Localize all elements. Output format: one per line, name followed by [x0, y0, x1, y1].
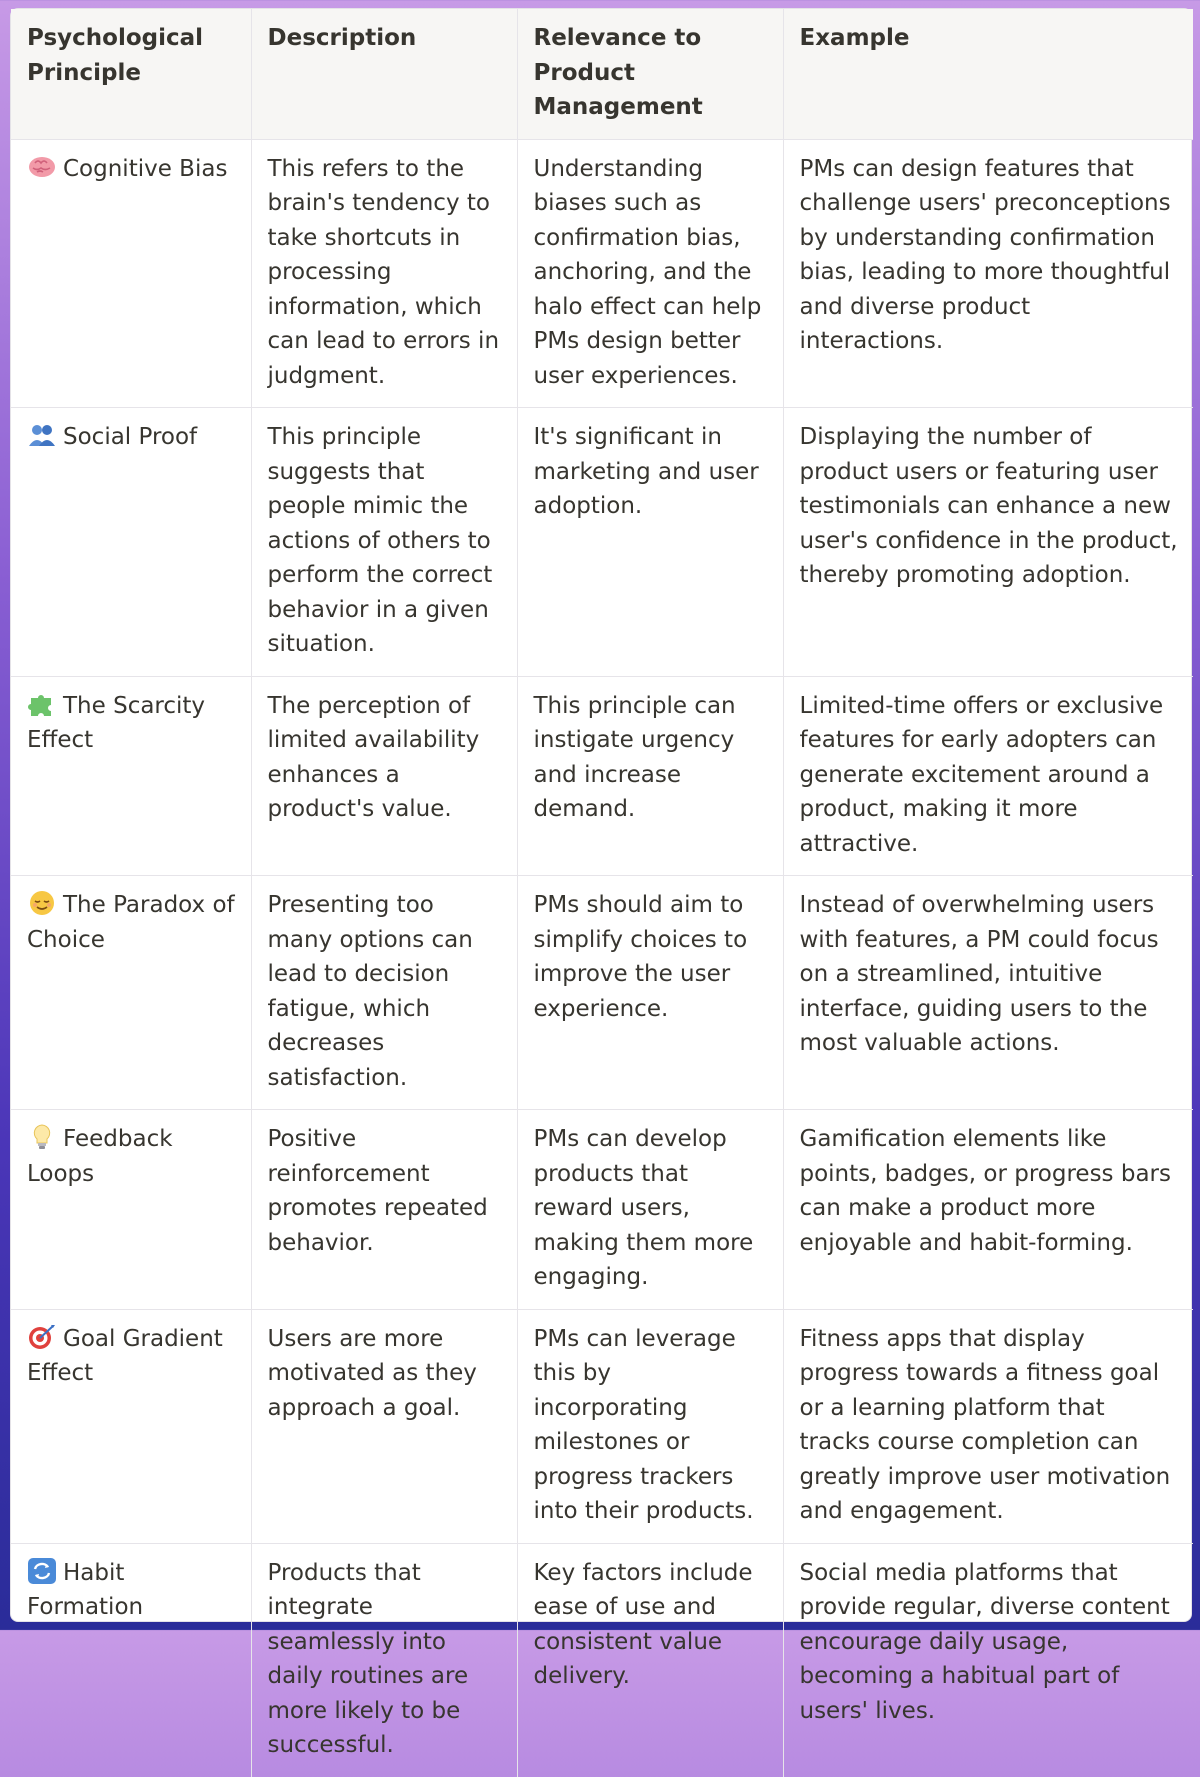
principle-cell — [11, 676, 251, 876]
header-example: Example — [783, 9, 1193, 139]
example-cell: PMs can design features that challenge users' preconceptions by understanding confirmation bias, leading to more thoughtful and diverse product interactions. — [783, 139, 1193, 408]
table-row — [11, 139, 1193, 408]
relevance-cell: Key factors include ease of use and consistent value delivery. — [517, 1543, 783, 1777]
principle-label: The Scarcity Effect — [27, 692, 206, 753]
relieved-face-icon — [27, 889, 57, 917]
example-cell: Fitness apps that display progress towards a fitness goal or a learning platform that tracks course completion can greatly improve user motivation and engagement. — [783, 1309, 1193, 1543]
repeat-arrows-icon — [27, 1557, 57, 1585]
principle-label: Social Proof — [63, 424, 198, 450]
description-cell: Products that integrate seamlessly into daily routines are more likely to be successful. — [251, 1543, 517, 1777]
example-cell: Social media platforms that provide regular, diverse content encourage daily usage, becoming a habitual part of users' lives. — [783, 1543, 1193, 1777]
principle-cell — [11, 139, 251, 408]
relevance-cell: PMs can develop products that reward users, making them more engaging. — [517, 1110, 783, 1310]
principle-label: The Paradox of Choice — [27, 892, 235, 953]
table-row — [11, 408, 1193, 677]
table-header-row — [11, 9, 1193, 139]
description-cell: Presenting too many options can lead to decision fatigue, which decreases satisfaction. — [251, 876, 517, 1110]
principle-label: Goal Gradient Effect — [27, 1325, 223, 1386]
principle-cell — [11, 876, 251, 1110]
table-row — [11, 1309, 1193, 1543]
puzzle-piece-icon — [27, 690, 57, 718]
description-cell: Positive reinforcement promotes repeated behavior. — [251, 1110, 517, 1310]
table-row — [11, 876, 1193, 1110]
lightbulb-icon — [27, 1123, 57, 1151]
principles-table-card — [10, 8, 1192, 1758]
example-cell: Instead of overwhelming users with features, a PM could focus on a streamlined, intuitive interface, guiding users to the most valuable actions. — [783, 876, 1193, 1110]
relevance-cell: PMs can leverage this by incorporating milestones or progress trackers into their products. — [517, 1309, 783, 1543]
description-cell: This principle suggests that people mimic the actions of others to perform the correct behavior in a given situation. — [251, 408, 517, 677]
relevance-cell: It's significant in marketing and user adoption. — [517, 408, 783, 677]
brain-icon — [27, 153, 57, 181]
relevance-cell: This principle can instigate urgency and increase demand. — [517, 676, 783, 876]
table-row — [11, 676, 1193, 876]
table-row — [11, 1110, 1193, 1310]
header-description: Description — [251, 9, 517, 139]
example-cell: Displaying the number of product users or featuring user testimonials can enhance a new user's confidence in the product, thereby promoting adoption. — [783, 408, 1193, 677]
example-cell: Gamification elements like points, badges, or progress bars can make a product more enjoyable and habit-forming. — [783, 1110, 1193, 1310]
description-cell: The perception of limited availability enhances a product's value. — [251, 676, 517, 876]
description-cell: Users are more motivated as they approach a goal. — [251, 1309, 517, 1543]
header-principle: Psychological Principle — [11, 9, 251, 139]
relevance-cell: Understanding biases such as confirmation bias, anchoring, and the halo effect can help PMs design better user experiences. — [517, 139, 783, 408]
principle-label: Habit Formation — [27, 1559, 144, 1620]
target-icon — [27, 1323, 57, 1351]
principle-label: Cognitive Bias — [63, 155, 228, 182]
principle-cell — [11, 1309, 251, 1543]
principle-cell — [11, 1110, 251, 1310]
example-cell: Limited-time offers or exclusive features for early adopters can generate excitement around a product, making it more attractive. — [783, 676, 1193, 876]
people-icon — [27, 421, 57, 449]
table-row — [11, 1543, 1193, 1777]
principle-cell — [11, 1543, 251, 1777]
principle-label: Feedback Loops — [27, 1126, 173, 1187]
principle-cell — [11, 408, 251, 677]
header-relevance: Relevance to Product Management — [517, 9, 783, 139]
relevance-cell: PMs should aim to simplify choices to improve the user experience. — [517, 876, 783, 1110]
principles-table — [11, 9, 1193, 1777]
description-cell: This refers to the brain's tendency to take shortcuts in processing information, which can lead to errors in judgment. — [251, 139, 517, 408]
